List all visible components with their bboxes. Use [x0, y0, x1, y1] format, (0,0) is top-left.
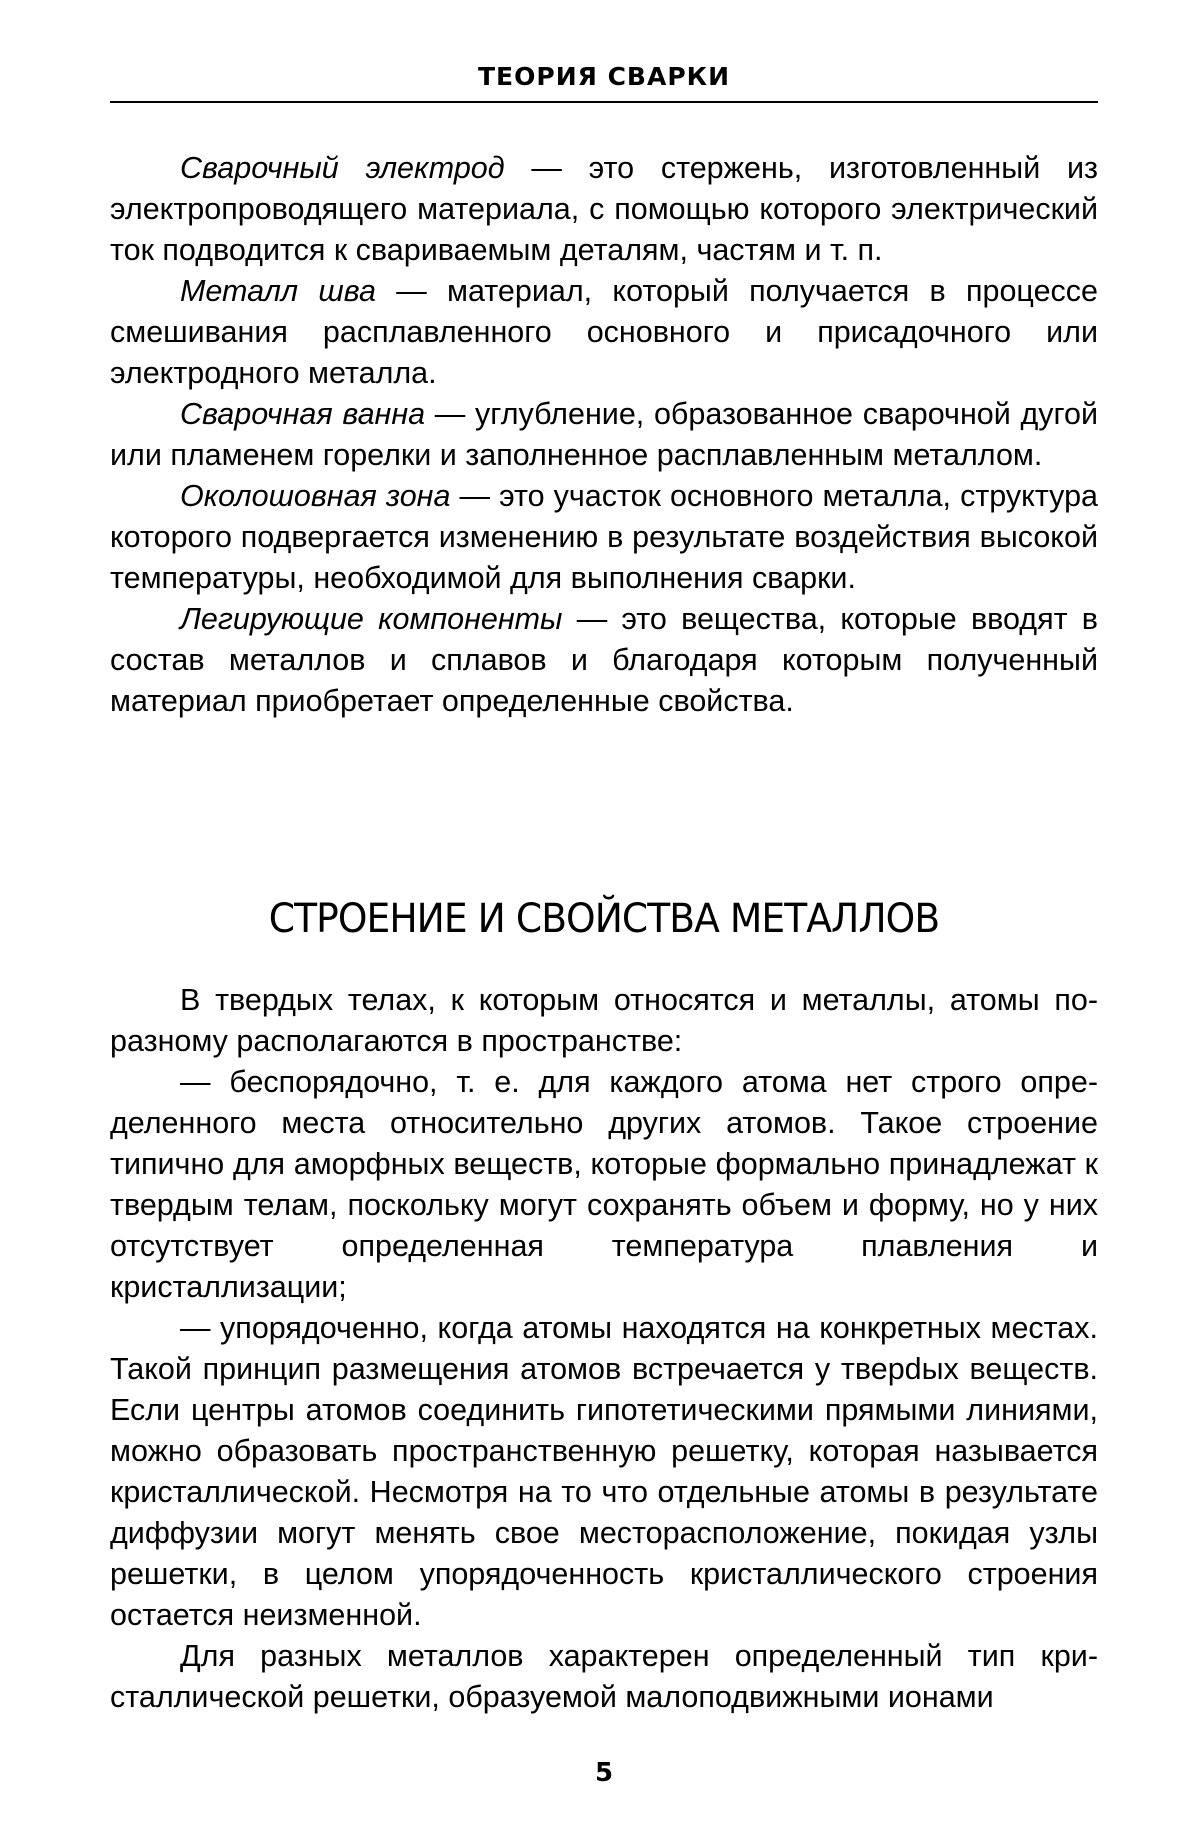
body-paragraph: — упорядоченно, когда атомы находятся на конкретных местах. Такой принцип размещения атомов встречается у тверdых веществ. Если центры атомов соединить гипотетическими прямыми линиями, можно образовать пространственную решетку, которая называется кристаллической. Несмотря на то что отдельные атомы в результате диффузии могут менять свое месторасположение, покидая узлы решетки, в целом упорядоченность кристаллического строения остается неизменной. [110, 1311, 1098, 1632]
definition-paragraph [110, 599, 1098, 722]
definition-term: Сварочная ванна [180, 397, 426, 431]
definition-paragraph [110, 148, 1098, 271]
book-page [110, 0, 1098, 1830]
definition-paragraph [110, 476, 1098, 599]
definition-term: Легирующие компоненты [180, 602, 563, 636]
section-body [110, 980, 1098, 1718]
header-divider [110, 101, 1098, 103]
body-paragraph: Для разных металлов характерен определенный тип кристаллической решетки, образуемой малоподвижными ионами [110, 1639, 1098, 1714]
definition-text: — это участок основного металла, структура которого подвергается изменению в результате воздействия высокой температуры, необходимой для выполнения сварки. [110, 479, 1099, 595]
definition-text: — углубление, образованное сварочной дугой или пламенем горелки и заполненное расплавленным металлом. [110, 397, 1098, 472]
running-header: ТЕОРИЯ СВАРКИ [477, 62, 730, 91]
definition-term: Металл шва [180, 274, 376, 308]
section-heading: СТРОЕНИЕ И СВОЙСТВА МЕТАЛЛОВ [268, 896, 940, 942]
definition-text: — это вещества, которые вводят в состав металлов и сплавов и благодаря которым полученный материал приобретает определенные свойства. [110, 602, 1098, 718]
definition-text: — материал, который получается в процессе смешивания расплавленного основного и присадочного или электродного металла. [110, 274, 1098, 390]
body-paragraph: В твердых телах, к которым относятся и металлы, атомы по-разному располагаются в пространстве: [110, 983, 1098, 1058]
definitions-block [110, 148, 1098, 722]
page-number: 5 [594, 1758, 614, 1788]
body-paragraph: — беспорядочно, т. е. для каждого атома нет строго определенного места относительно других атомов. Такое строение типично для аморфных веществ, которые формально принадлежат к твердым телам, поскольку могут сохранять объем и форму, но у них отсутствует определенная температура плавления и кристаллизации; [110, 1065, 1098, 1304]
definition-term: Сварочный электрод [180, 151, 505, 185]
definition-paragraph [110, 271, 1098, 394]
definition-text: — это стержень, изготовленный из электропроводящего материала, с помощью которого электрический ток подводится к свариваемым деталям, частям и т. п. [110, 151, 1099, 267]
definition-paragraph [110, 394, 1098, 476]
definition-term: Околошовная зона [180, 479, 451, 513]
